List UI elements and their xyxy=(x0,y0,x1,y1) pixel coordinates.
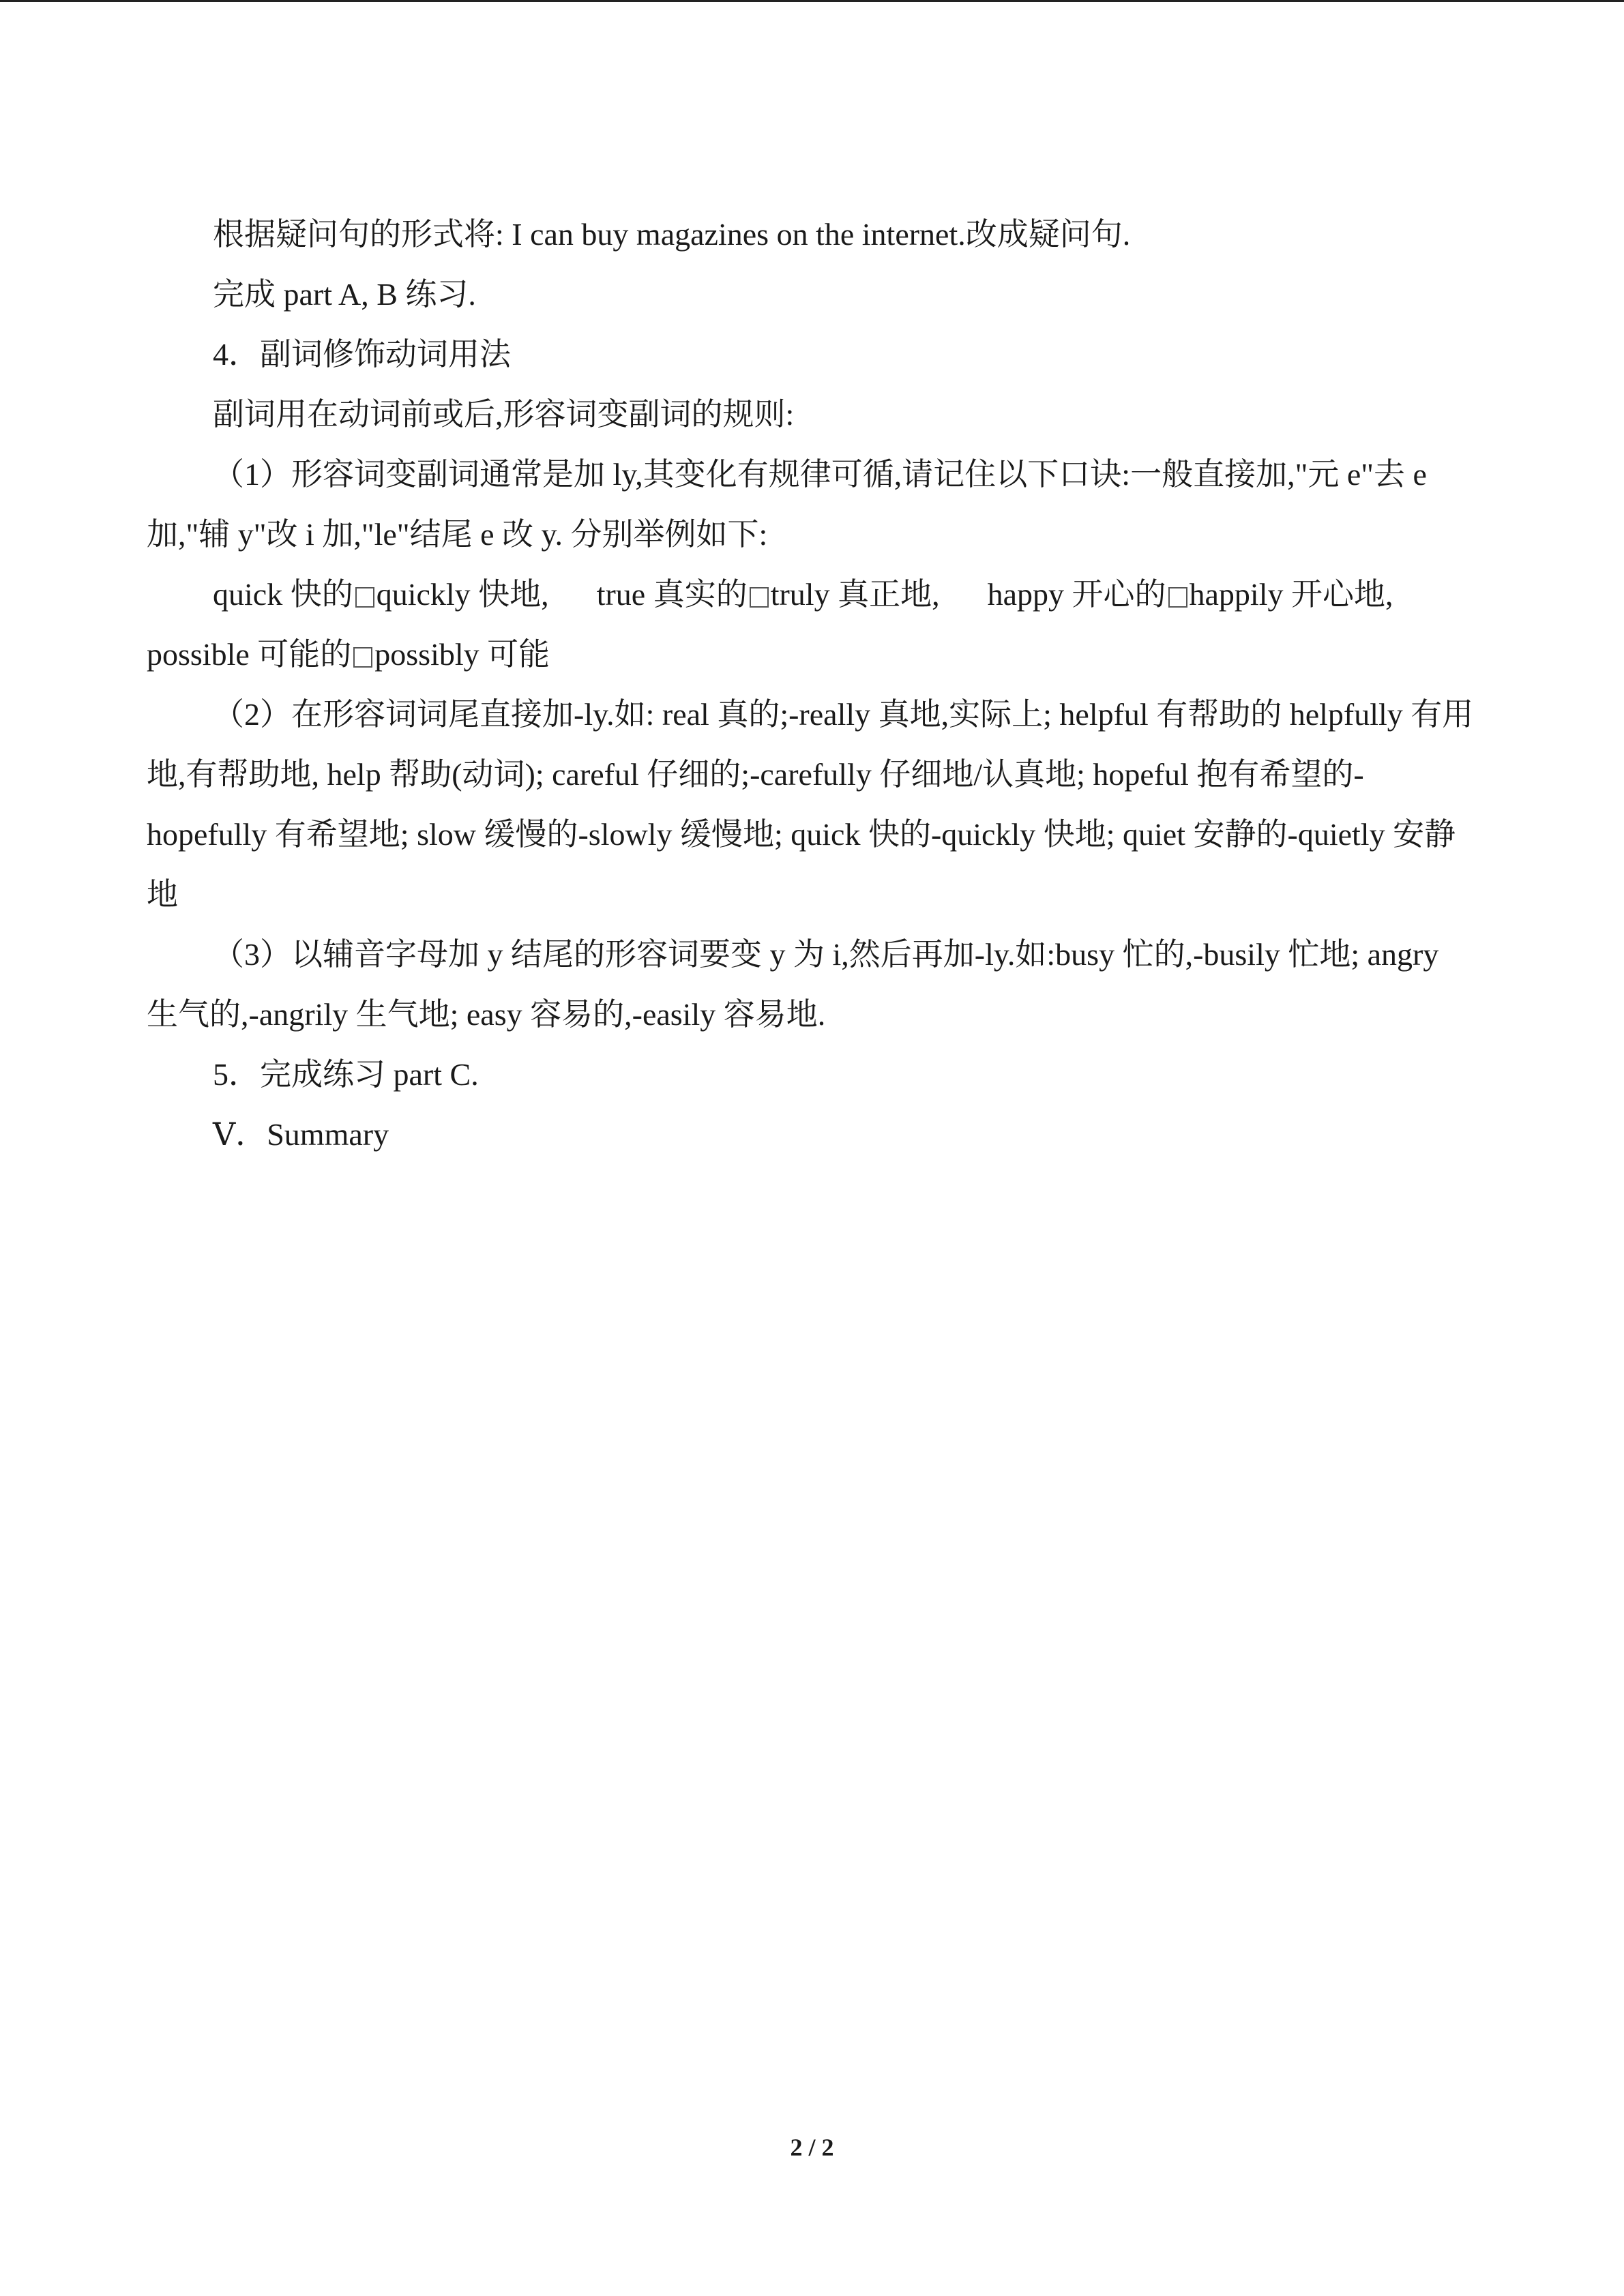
example-quick-adv: quickly 快地, xyxy=(376,577,549,612)
paragraph-question-instruction: 根据疑问句的形式将: I can buy magazines on the internet.改成疑问句. xyxy=(213,217,1131,252)
missing-glyph-box xyxy=(750,587,769,608)
example-possible-adj: possible 可能的 xyxy=(147,637,352,672)
example-happy-adv: happily 开心地, xyxy=(1189,577,1393,612)
example-possible-adv: possibly 可能 xyxy=(374,637,550,672)
paragraph-exercise-c: 5．完成练习 part C. xyxy=(213,1057,479,1092)
page-number: 2 / 2 xyxy=(790,2134,834,2161)
paragraph-rule-3: （3）以辅音字母加 y 结尾的形容词要变 y 为 i,然后再加-ly.如:busy 忙的,-busily 忙地; angry 生气的,-angrily 生气地; easy 容易的,-easily 容易地. xyxy=(147,937,1439,1032)
missing-glyph-box xyxy=(1168,587,1187,608)
missing-glyph-box xyxy=(355,587,374,608)
example-true-adj: true 真实的 xyxy=(596,577,748,612)
document-body xyxy=(147,205,1477,1165)
paragraph-exercise-ab: 完成 part A, B 练习. xyxy=(213,277,476,312)
section-heading-adverbs: 4．副词修饰动词用法 xyxy=(213,337,511,372)
paragraph-rule-2: （2）在形容词词尾直接加-ly.如: real 真的;-really 真地,实际上; helpful 有帮助的 helpfully 有用地,有帮助地, help 帮助(动词); careful 仔细的;-carefully 仔细地/认真地; hopeful 抱有希望的-hopefully 有希望地; slow 缓慢的-slowly 缓慢地; quick 快的-quickly 快地; quiet 安静的-quietly 安静地 xyxy=(147,697,1474,912)
paragraph-examples xyxy=(147,565,1477,685)
section-heading-summary: Ⅴ．Summary xyxy=(213,1117,389,1152)
paragraph-adverb-rules-intro: 副词用在动词前或后,形容词变副词的规则: xyxy=(213,397,795,432)
example-quick-adj: quick 快的 xyxy=(213,577,353,612)
example-happy-adj: happy 开心的 xyxy=(987,577,1166,612)
example-true-adv: truly 真正地, xyxy=(770,577,940,612)
page-top-border xyxy=(0,0,1624,2)
paragraph-rule-1: （1）形容词变副词通常是加 ly,其变化有规律可循,请记住以下口诀:一般直接加,"元 e"去 e 加,"辅 y"改 i 加,"le"结尾 e 改 y. 分别举例如下: xyxy=(147,457,1427,552)
missing-glyph-box xyxy=(353,647,372,668)
